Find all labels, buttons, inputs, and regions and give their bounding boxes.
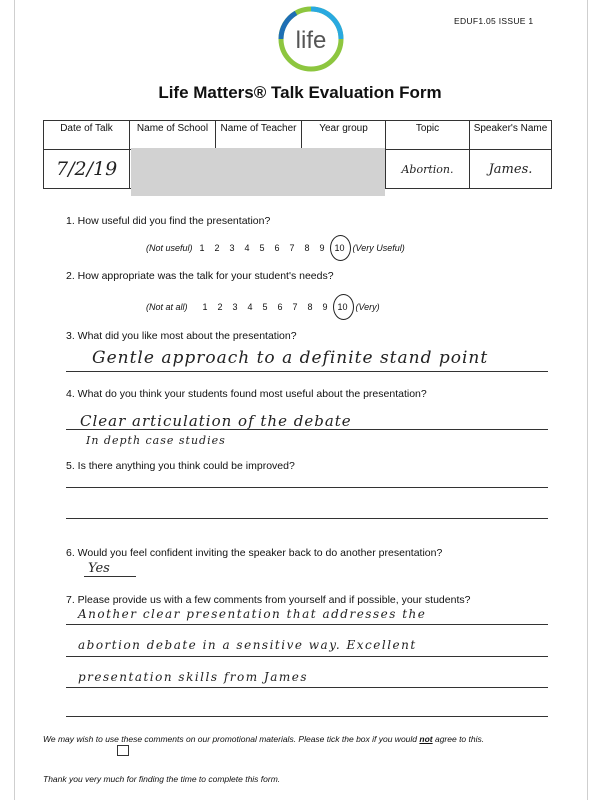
rating-option[interactable]: 1 [202,302,208,312]
topic-cell[interactable] [386,150,470,189]
promo-notice: We may wish to use these comments on our promotional materials. Please tick the box if you would not agree to this. [43,734,485,744]
answer-underline [84,576,136,577]
rating-option[interactable]: 5 [259,243,265,253]
rating-option[interactable]: 7 [292,302,298,312]
question-3: 3. What did you like most about the presentation? [66,330,297,342]
rating-option[interactable]: 5 [262,302,268,312]
rating-option[interactable]: 4 [244,243,250,253]
answer-line[interactable] [66,487,548,488]
rating-option[interactable]: 8 [304,243,310,253]
scale-low-label: (Not useful) [146,243,193,253]
question-6: 6. Would you feel confident inviting the speaker back to do another presentation? [66,547,443,559]
answer-line[interactable] [66,716,548,717]
rating-option-selected[interactable]: 10 [330,243,350,253]
redacted-area [131,148,385,196]
answer-7-line-3: presentation skills from James [78,670,309,684]
thank-you-note: Thank you very much for finding the time to complete this form. [43,774,281,784]
header-speaker: Speaker's Name [470,121,552,150]
answer-line[interactable] [66,656,548,657]
rating-scale-2 [146,302,380,312]
header-date: Date of Talk [44,121,130,150]
scale-high-label: (Very Useful) [352,243,405,253]
question-7: 7. Please provide us with a few comments from yourself and if possible, your students? [66,594,471,606]
rating-option[interactable]: 4 [247,302,253,312]
rating-option[interactable]: 9 [322,302,328,312]
answer-4-line-1: Clear articulation of the debate [80,412,352,430]
question-2: 2. How appropriate was the talk for your student's needs? [66,270,334,282]
selection-circle [333,294,354,320]
header-teacher: Name of Teacher [216,121,302,150]
answer-line[interactable] [66,371,548,372]
rating-option[interactable]: 9 [319,243,325,253]
speaker-cell[interactable] [470,150,552,189]
header-year-group: Year group [302,121,386,150]
rating-option[interactable]: 2 [214,243,220,253]
document-code: EDUF1.05 ISSUE 1 [454,16,534,26]
date-cell[interactable] [44,150,130,189]
answer-line[interactable] [66,624,548,625]
answer-line[interactable] [66,687,548,688]
rating-option[interactable]: 1 [199,243,205,253]
rating-option[interactable]: 3 [229,243,235,253]
scale-high-label: (Very) [355,302,380,312]
header-topic: Topic [386,121,470,150]
answer-7-line-1: Another clear presentation that addresses the [78,607,427,621]
logo-text: life [295,27,327,54]
rating-option[interactable]: 2 [217,302,223,312]
answer-line[interactable] [66,429,548,430]
form-title: Life Matters® Talk Evaluation Form [158,83,442,102]
rating-option[interactable]: 6 [277,302,283,312]
rating-option[interactable]: 6 [274,243,280,253]
rating-option[interactable]: 3 [232,302,238,312]
speaker-value: James. [488,161,533,177]
question-1: 1. How useful did you find the presentation? [66,215,271,227]
answer-line[interactable] [66,518,548,519]
scale-low-label: (Not at all) [146,302,188,312]
question-4: 4. What do you think your students found most useful about the presentation? [66,388,427,400]
rating-scale-1 [146,243,405,253]
rating-option[interactable]: 8 [307,302,313,312]
question-5: 5. Is there anything you think could be improved? [66,460,295,472]
opt-out-checkbox[interactable] [117,745,129,756]
rating-option-selected[interactable]: 10 [333,302,353,312]
life-logo [276,4,346,74]
selection-circle [330,235,351,261]
header-school: Name of School [130,121,216,150]
answer-4-line-2: In depth case studies [86,434,226,447]
answer-6-line-1: Yes [88,561,110,576]
answer-3-line-1: Gentle approach to a definite stand point [92,348,489,368]
rating-option[interactable]: 7 [289,243,295,253]
date-value: 7/2/19 [56,158,118,180]
answer-7-line-2: abortion debate in a sensitive way. Excellent [78,638,417,652]
topic-value: Abortion. [401,162,454,176]
